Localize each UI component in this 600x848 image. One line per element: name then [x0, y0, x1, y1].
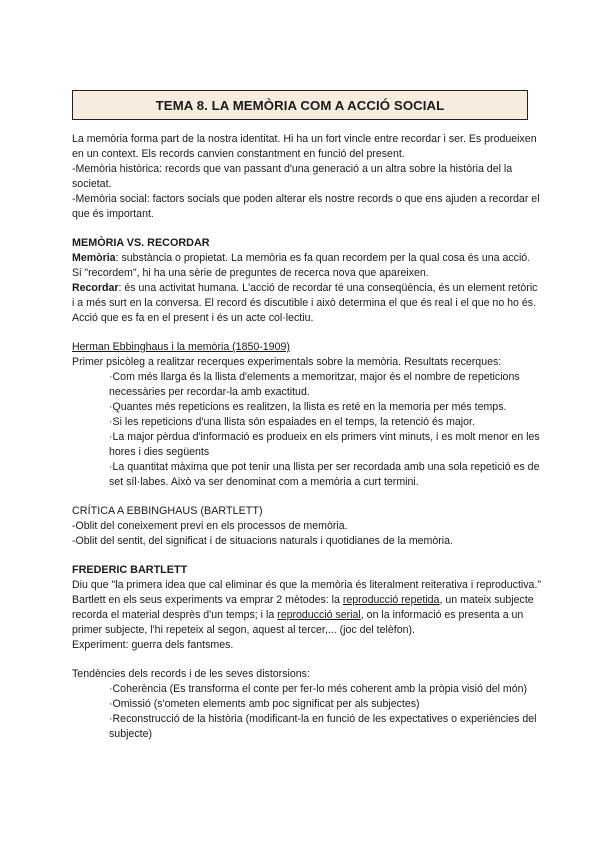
- ebbinghaus-result: ·La major pèrdua d'informació es produeix en els primers vint minuts, i es molt menor en les hores i dies següents: [109, 431, 540, 458]
- section-heading-critica: CRÍTICA A EBBINGHAUS (BARTLETT): [72, 505, 263, 517]
- memoria-definition: [72, 251, 542, 281]
- intro-paragraph: La memòria forma part de la nostra identitat. Hi ha un fort vincle entre recordar i ser. Es produeixen en un context. Els records canvien constantment en funció del present.: [72, 133, 537, 160]
- method-serial-reproduction: reproducció serial: [277, 609, 361, 621]
- methods-text: Bartlett en els seus experiments va emprar 2 mètodes: la: [72, 594, 343, 606]
- tendency-item: ·Reconstrucció de la història (modificant-la en funció de les expectatives o experiències del subjecte): [109, 713, 537, 740]
- methods-text: , on la informació es presenta a un primer subjecte, l'hi repeteix al segon, aquest al tercer,... (joc del telèfon).: [72, 609, 524, 636]
- critica-item: -Oblit del sentit, del significat i de situacions naturals i quotidianes de la memòria.: [72, 535, 453, 547]
- critica-item: -Oblit del coneixement previ en els processos de memòria.: [72, 520, 348, 532]
- tendency-item: ·Coherència (Es transforma el conte per fer-lo més coherent amb la pròpia visió del món): [109, 683, 528, 695]
- ebbinghaus-result: ·Quantes més repeticions es realitzen, la llista es reté en la memoria per més temps.: [109, 401, 507, 413]
- intro-social-memory: -Memòria social: factors socials que poden alterar els nostre records o que ens ajuden a recordar el que és important.: [72, 193, 540, 220]
- page-title: TEMA 8. LA MEMÒRIA COM A ACCIÓ SOCIAL: [72, 90, 528, 120]
- memoria-text: : substància o propietat. La memòria es fa quan recordem per la qual cosa és una acció. Si "recordem", hi ha una sèrie de preguntes de recerca nova que apareixen.: [72, 252, 531, 279]
- tendencies-intro: Tendències dels records i de les seves distorsions:: [72, 668, 310, 680]
- ebbinghaus-intro: Primer psicòleg a realitzar recerques experimentals sobre la memòria. Resultats recerques:: [72, 356, 502, 368]
- method-repeated-reproduction: reproducció repetida: [342, 594, 440, 606]
- tendency-item: ·Omissió (s'ometen elements amb poc significat per als subjectes): [109, 698, 420, 710]
- section-heading-ebbinghaus: Herman Ebbinghaus i la memòria (1850-1909): [72, 341, 290, 353]
- section-heading-memoria-vs-recordar: MEMÒRIA VS. RECORDAR: [72, 237, 210, 249]
- recordar-text: : és una activitat humana. L'acció de recordar té una conseqüència, és un element retòric i a més surt en la conversa. El record és discutible i això determina el que és real i el que no ho és. Acció que es fa en el present i és un acte col·lectiu.: [72, 282, 538, 324]
- bartlett-methods: [72, 593, 542, 638]
- section-heading-bartlett: FREDERIC BARTLETT: [72, 564, 188, 576]
- memoria-term: Memòria: [72, 252, 116, 264]
- recordar-term: Recordar: [72, 282, 119, 294]
- recordar-definition: [72, 281, 542, 326]
- bartlett-experiment: Experiment: guerra dels fantsmes.: [72, 639, 234, 651]
- ebbinghaus-result: ·La quantitat màxima que pot tenir una llista per ser recordada amb una sola repetició es de set síl·labes. Això va ser denominat com a memòria a curt termini.: [109, 461, 540, 488]
- ebbinghaus-result: ·Com més llarga és la llista d'elements a memoritzar, major és el nombre de repeticions necessàries per recordar-la amb exactitud.: [109, 371, 520, 398]
- bartlett-quote: Diu que "la primera idea que cal eliminar és que la memòria és literalment reiterativa i reproductiva.": [72, 579, 542, 591]
- ebbinghaus-result: ·Si les repeticions d'una llista són espaiades en el temps, la retenció és major.: [109, 416, 475, 428]
- intro-historic-memory: -Memòria històrica: records que van passant d'una generació a un altra sobre la història del la societat.: [72, 163, 513, 190]
- document-body: [72, 132, 542, 742]
- methods-text: , un mateix subjecte recorda el material desprès d'un temps; i la: [72, 594, 534, 621]
